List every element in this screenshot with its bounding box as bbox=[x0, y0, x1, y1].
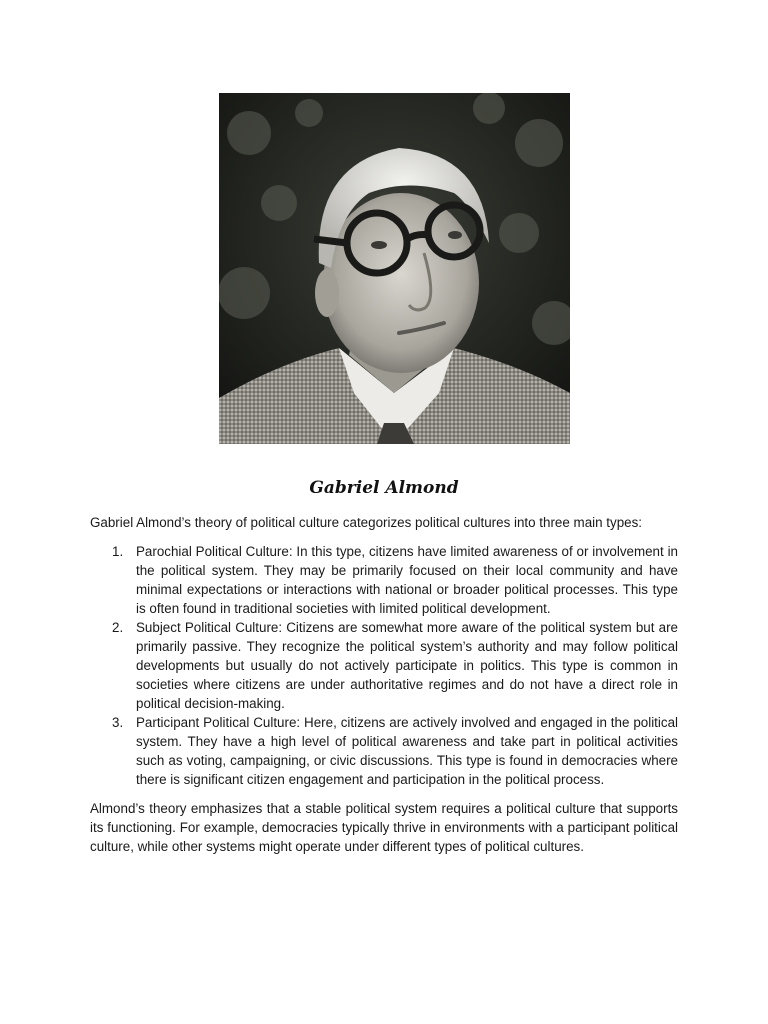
list-item-subject bbox=[90, 618, 678, 713]
document-body bbox=[90, 513, 678, 856]
list-number: 2. bbox=[112, 620, 124, 635]
list-number: 3. bbox=[112, 715, 124, 730]
list-item-text: Subject Political Culture: Citizens are somewhat more aware of the political system but are primarily passive. They recognize the political system’s authority and may follow political developments but usually do not actively participate in politics. This type is common in societies where citizens are under authoritative regimes and do not have a direct role in political decision-making. bbox=[136, 620, 678, 711]
list-item-participant bbox=[90, 713, 678, 789]
document-title: Gabriel Almond bbox=[309, 478, 459, 498]
list-item-text: Parochial Political Culture: In this type, citizens have limited awareness of or involvement in the political system. They may be primarily focused on their local community and have minimal expectations or interactions with national or broader political processes. This type is often found in traditional societies with limited political development. bbox=[136, 544, 678, 616]
list-number: 1. bbox=[112, 544, 124, 559]
list-item-parochial bbox=[90, 542, 678, 618]
intro-paragraph: Gabriel Almond’s theory of political culture categorizes political cultures into three main types: bbox=[90, 515, 643, 530]
conclusion-paragraph: Almond’s theory emphasizes that a stable political system requires a political culture that supports its functioning. For example, democracies typically thrive in environments with a participant political culture, while other systems might operate under different types of political cultures. bbox=[90, 801, 678, 854]
list-item-text: Participant Political Culture: Here, citizens are actively involved and engaged in the political system. They have a high level of political awareness and take part in political activities such as voting, campaigning, or civic discussions. This type is found in democracies where there is significant citizen engagement and participation in the political process. bbox=[136, 715, 678, 787]
culture-types-list bbox=[90, 542, 678, 789]
portrait-photo bbox=[219, 93, 570, 444]
